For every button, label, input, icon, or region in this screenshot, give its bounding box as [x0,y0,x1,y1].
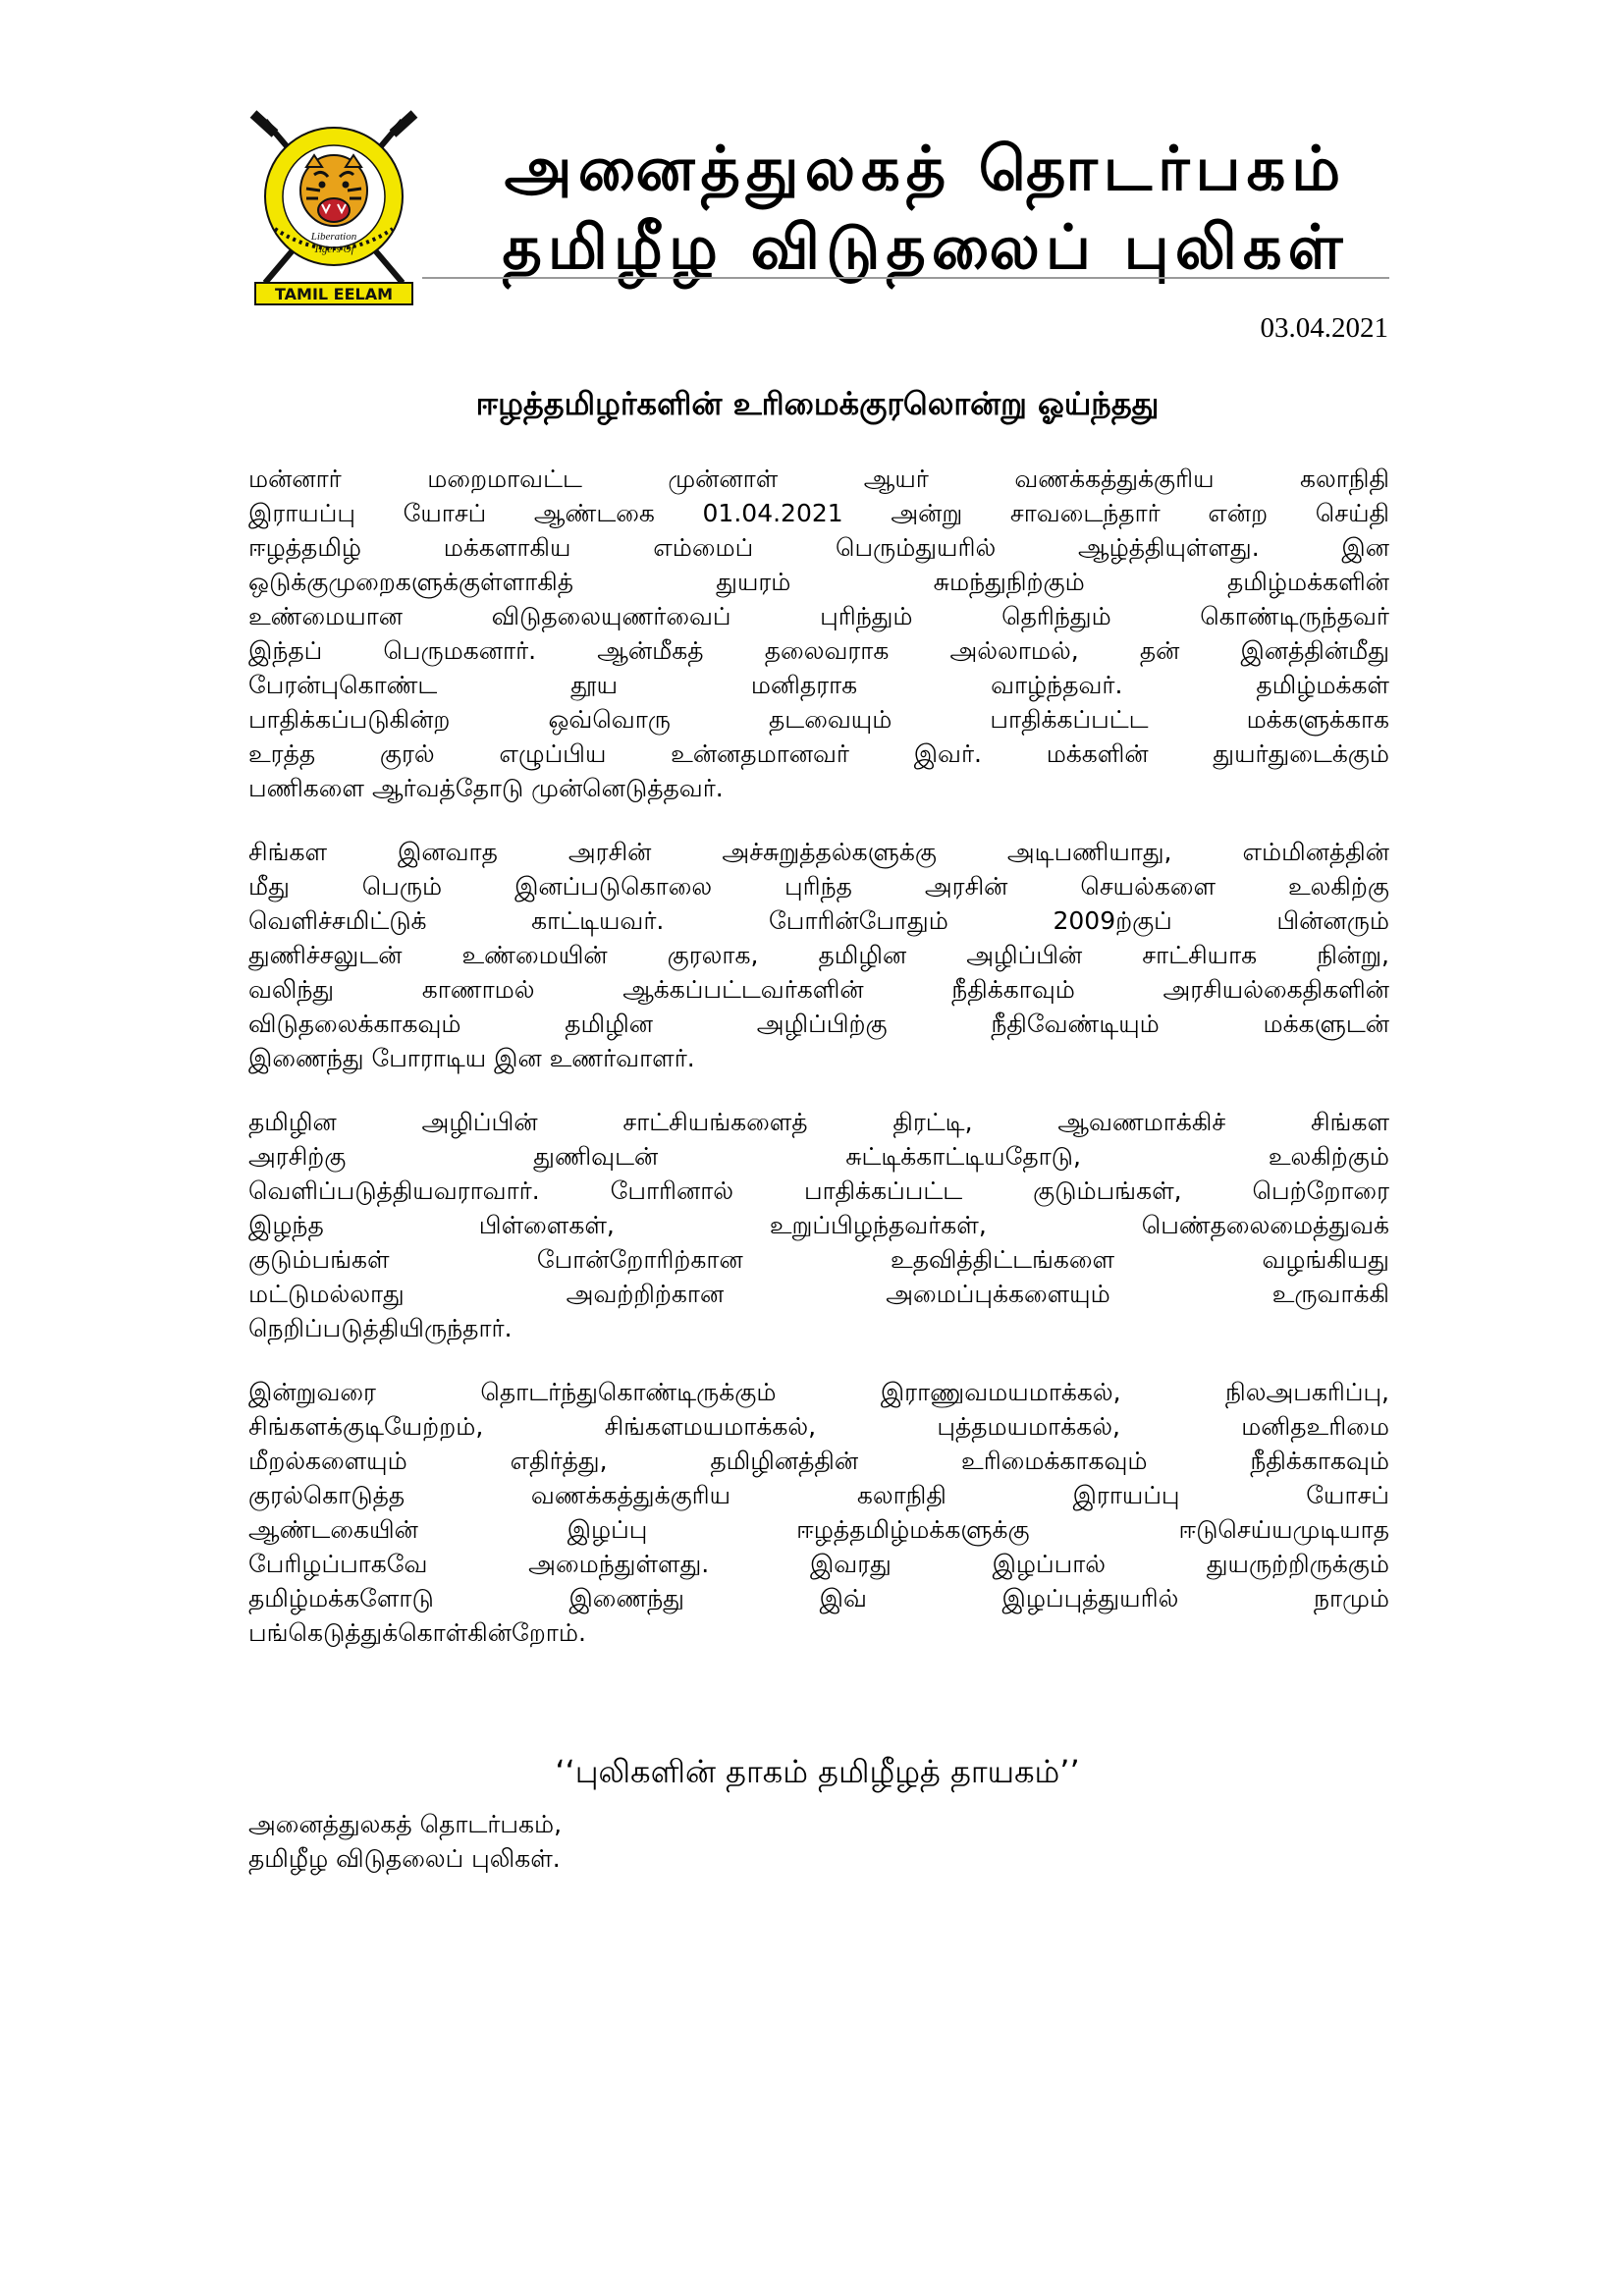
body-line: பங்கெடுத்துக்கொள்கின்றோம். [248,1618,586,1647]
tiger-emblem-icon [245,106,422,307]
body-line: தமிழின அழிப்பின் சாட்சியங்களைத் திரட்டி, ஆவணமாக்கிச் சிங்கள [248,1108,1389,1136]
body-line: மீறல்களையும் எதிர்த்து, தமிழினத்தின் உரிமைக்காகவும் நீதிக்காகவும் [248,1447,1389,1475]
header-divider [422,277,1389,279]
body-line: அரசிற்கு துணிவுடன் சுட்டிக்காட்டியதோடு, உலகிற்கும் [248,1142,1389,1171]
release-date: 03.04.2021 [1260,312,1388,344]
paragraph-1 [248,462,1389,805]
signoff [248,1807,562,1876]
body-line: ஆண்டகையின் இழப்பு ஈழத்தமிழ்மக்களுக்கு ஈடுசெய்யமுடியாத [248,1515,1389,1544]
paragraph-4 [248,1375,1389,1650]
slogan: ‘‘புலிகளின் தாகம் தமிழீழத் தாயகம்’’ [555,1753,1080,1790]
body-line: குரல்கொடுத்த வணக்கத்துக்குரிய கலாநிதி இராயப்பு யோசப் [248,1481,1389,1509]
signoff-line: தமிழீழ விடுதலைப் புலிகள். [248,1844,561,1873]
logo-inner-text-2: Tigers Of [313,244,354,255]
org-name-line2: தமிழீழ விடுதலைப் புலிகள் [502,211,1349,283]
body-text [248,462,1389,1679]
body-line: இராயப்பு யோசப் ஆண்டகை 01.04.2021 அன்று சாவடைந்தார் என்ற செய்தி [248,499,1389,527]
body-line: வலிந்து காணாமல் ஆக்கப்பட்டவர்களின் நீதிக்காவும் அரசியல்கைதிகளின் [248,975,1389,1004]
body-line: உண்மையான விடுதலையுணர்வைப் புரிந்தும் தெரிந்தும் கொண்டிருந்தவர் [248,602,1389,630]
body-line: இழந்த பிள்ளைகள், உறுப்பிழந்தவர்கள், பெண்தலைமைத்துவக் [248,1211,1389,1239]
body-line: விடுதலைக்காகவும் தமிழின அழிப்பிற்கு நீதிவேண்டியும் மக்களுடன் [248,1010,1389,1038]
body-line: வெளிப்படுத்தியவராவார். போரினால் பாதிக்கப்பட்ட குடும்பங்கள், பெற்றோரை [248,1176,1389,1205]
body-line: பேரிழப்பாகவே அமைந்துள்ளது. இவரது இழப்பால் துயருற்றிருக்கும் [248,1550,1389,1578]
body-line: தமிழ்மக்களோடு இணைந்து இவ் இழப்புத்துயரில் நாமும் [248,1584,1389,1613]
body-line: இணைந்து போராடிய இன உணர்வாளர். [248,1044,695,1072]
body-line: இன்றுவரை தொடர்ந்துகொண்டிருக்கும் இராணுவமயமாக்கல், நிலஅபகரிப்பு, [248,1378,1389,1406]
body-line: மீது பெரும் இனப்படுகொலை புரிந்த அரசின் செயல்களை உலகிற்கு [248,872,1389,901]
body-line: வெளிச்சமிட்டுக் காட்டியவர். போரின்போதும் 2009ற்குப் பின்னரும் [248,906,1389,935]
paragraph-3 [248,1105,1389,1345]
logo-banner-text: TAMIL EELAM [274,285,394,303]
body-line: குடும்பங்கள் போன்றோரிற்கான உதவித்திட்டங்களை வழங்கியது [248,1245,1389,1274]
paragraph-2 [248,835,1389,1075]
org-name-line1: அனைத்துலகத் தொடர்பகம் [504,133,1347,204]
signoff-line: அனைத்துலகத் தொடர்பகம், [248,1810,563,1838]
ltte-emblem [245,106,422,307]
body-line: மட்டுமல்லாது அவற்றிற்கான அமைப்புக்களையும் உருவாக்கி [248,1280,1389,1308]
body-line: ஒடுக்குமுறைகளுக்குள்ளாகித் துயரம் சுமந்துநிற்கும் தமிழ்மக்களின் [248,568,1389,596]
body-line: உரத்த குரல் எழுப்பிய உன்னதமானவர் இவர். மக்களின் துயர்துடைக்கும் [248,739,1389,768]
logo-inner-text-1: Liberation [310,231,357,243]
body-line: இந்தப் பெருமகனார். ஆன்மீகத் தலைவராக அல்லாமல், தன் இனத்தின்மீது [248,636,1389,665]
body-line: பாதிக்கப்படுகின்ற ஒவ்வொரு தடவையும் பாதிக்கப்பட்ட மக்களுக்காக [248,705,1389,734]
body-line: நெறிப்படுத்தியிருந்தார். [248,1314,513,1342]
headline: ஈழத்தமிழர்களின் உரிமைக்குரலொன்று ஓய்ந்தது [475,385,1160,422]
body-line: சிங்களக்குடியேற்றம், சிங்களமயமாக்கல், புத்தமயமாக்கல், மனிதஉரிமை [248,1412,1389,1441]
body-line: ஈழத்தமிழ் மக்களாகிய எம்மைப் பெரும்துயரில் ஆழ்த்தியுள்ளது. இன [248,533,1389,562]
body-line: பணிகளை ஆர்வத்தோடு முன்னெடுத்தவர். [248,774,724,802]
body-line: துணிச்சலுடன் உண்மையின் குரலாக, தமிழின அழிப்பின் சாட்சியாக நின்று, [248,941,1389,969]
body-line: சிங்கள இனவாத அரசின் அச்சுறுத்தல்களுக்கு அடிபணியாது, எம்மினத்தின் [248,838,1389,866]
body-line: பேரன்புகொண்ட தூய மனிதராக வாழ்ந்தவர். தமிழ்மக்கள் [248,671,1389,699]
body-line: மன்னார் மறைமாவட்ட முன்னாள் ஆயர் வணக்கத்துக்குரிய கலாநிதி [248,465,1389,493]
